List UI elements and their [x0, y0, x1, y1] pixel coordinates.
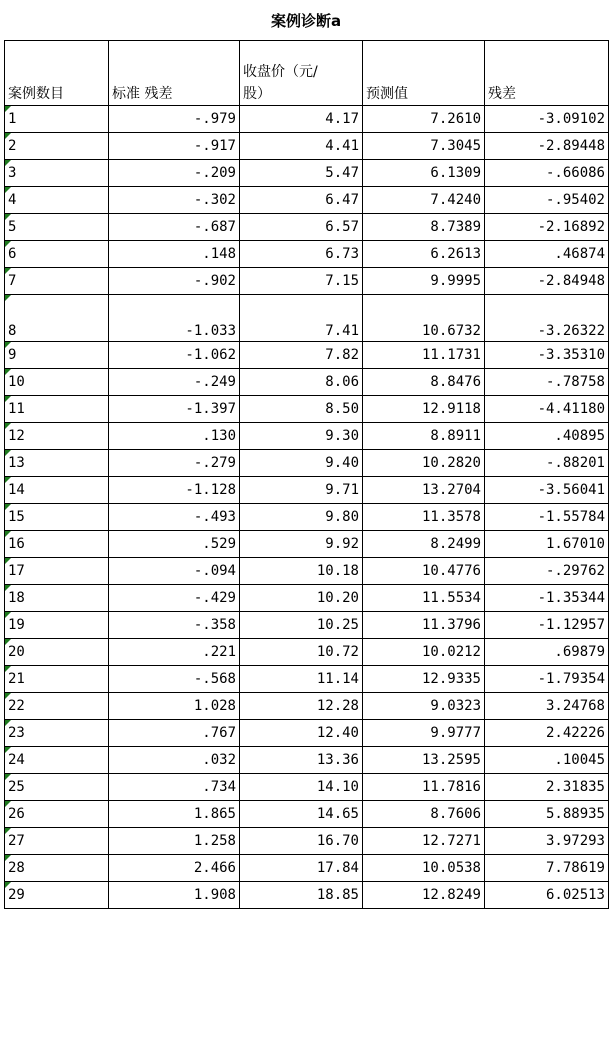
case-number: 13 — [8, 455, 25, 471]
residual-cell: -3.35310 — [485, 342, 609, 369]
case-cell — [5, 160, 109, 187]
table-row — [5, 531, 609, 558]
predicted-cell: 6.2613 — [363, 241, 485, 268]
case-cell — [5, 558, 109, 585]
table-row — [5, 187, 609, 214]
std-residual-cell: -.429 — [109, 585, 240, 612]
case-cell — [5, 214, 109, 241]
case-cell — [5, 477, 109, 504]
case-diagnostics-table — [4, 40, 609, 909]
close-price-cell: 10.72 — [240, 639, 363, 666]
case-number: 7 — [8, 273, 17, 289]
case-cell — [5, 612, 109, 639]
case-number: 2 — [8, 138, 17, 154]
std-residual-cell: -1.062 — [109, 342, 240, 369]
close-price-cell: 7.82 — [240, 342, 363, 369]
predicted-cell: 6.1309 — [363, 160, 485, 187]
close-price-cell: 9.30 — [240, 423, 363, 450]
table-row — [5, 396, 609, 423]
case-number: 25 — [8, 779, 25, 795]
residual-cell: -3.09102 — [485, 106, 609, 133]
case-cell — [5, 133, 109, 160]
table-row — [5, 639, 609, 666]
predicted-cell: 10.0538 — [363, 855, 485, 882]
std-residual-cell: 1.028 — [109, 693, 240, 720]
std-residual-cell: .032 — [109, 747, 240, 774]
case-cell — [5, 423, 109, 450]
table-row — [5, 855, 609, 882]
table-row — [5, 774, 609, 801]
row-marker-icon — [5, 720, 11, 726]
close-price-cell: 10.25 — [240, 612, 363, 639]
residual-cell: .10045 — [485, 747, 609, 774]
case-cell — [5, 882, 109, 909]
row-marker-icon — [5, 882, 11, 888]
table-row — [5, 369, 609, 396]
close-price-cell: 7.15 — [240, 268, 363, 295]
table-row — [5, 801, 609, 828]
std-residual-cell: -.902 — [109, 268, 240, 295]
predicted-cell: 7.3045 — [363, 133, 485, 160]
predicted-cell: 8.8911 — [363, 423, 485, 450]
row-marker-icon — [5, 774, 11, 780]
row-marker-icon — [5, 558, 11, 564]
row-marker-icon — [5, 187, 11, 193]
table-row — [5, 585, 609, 612]
close-price-cell: 9.40 — [240, 450, 363, 477]
case-cell — [5, 187, 109, 214]
table-row — [5, 268, 609, 295]
predicted-cell: 8.2499 — [363, 531, 485, 558]
residual-cell: -.78758 — [485, 369, 609, 396]
case-cell — [5, 369, 109, 396]
table-row — [5, 106, 609, 133]
predicted-cell: 10.4776 — [363, 558, 485, 585]
header-predicted: 预测值 — [363, 41, 485, 106]
row-marker-icon — [5, 268, 11, 274]
case-number: 9 — [8, 347, 17, 363]
predicted-cell: 7.2610 — [363, 106, 485, 133]
case-cell — [5, 396, 109, 423]
row-marker-icon — [5, 369, 11, 375]
close-price-cell: 4.17 — [240, 106, 363, 133]
header-row — [5, 41, 609, 106]
residual-cell: -1.55784 — [485, 504, 609, 531]
case-cell — [5, 531, 109, 558]
case-number: 12 — [8, 428, 25, 444]
predicted-cell: 8.7389 — [363, 214, 485, 241]
predicted-cell: 13.2704 — [363, 477, 485, 504]
table-row — [5, 477, 609, 504]
case-number: 1 — [8, 111, 17, 127]
row-marker-icon — [5, 160, 11, 166]
table-row — [5, 747, 609, 774]
predicted-cell: 7.4240 — [363, 187, 485, 214]
header-std-residual: 标准 残差 — [109, 41, 240, 106]
residual-cell: 7.78619 — [485, 855, 609, 882]
case-cell — [5, 295, 109, 342]
predicted-cell: 10.0212 — [363, 639, 485, 666]
predicted-cell: 11.1731 — [363, 342, 485, 369]
case-number: 17 — [8, 563, 25, 579]
close-price-cell: 12.40 — [240, 720, 363, 747]
row-marker-icon — [5, 423, 11, 429]
close-price-cell: 6.73 — [240, 241, 363, 268]
close-price-cell: 13.36 — [240, 747, 363, 774]
row-marker-icon — [5, 295, 11, 301]
residual-cell: -.88201 — [485, 450, 609, 477]
std-residual-cell: 2.466 — [109, 855, 240, 882]
row-marker-icon — [5, 106, 11, 112]
table-row — [5, 720, 609, 747]
case-cell — [5, 747, 109, 774]
table-row — [5, 342, 609, 369]
case-number: 6 — [8, 246, 17, 262]
residual-cell: 6.02513 — [485, 882, 609, 909]
std-residual-cell: -.302 — [109, 187, 240, 214]
case-cell — [5, 342, 109, 369]
case-cell — [5, 855, 109, 882]
row-marker-icon — [5, 504, 11, 510]
std-residual-cell: -.917 — [109, 133, 240, 160]
table-row — [5, 160, 609, 187]
case-number: 10 — [8, 374, 25, 390]
residual-cell: -4.41180 — [485, 396, 609, 423]
close-price-cell: 17.84 — [240, 855, 363, 882]
table-row — [5, 612, 609, 639]
predicted-cell: 10.6732 — [363, 295, 485, 342]
case-cell — [5, 828, 109, 855]
header-case: 案例数目 — [5, 41, 109, 106]
residual-cell: 2.31835 — [485, 774, 609, 801]
case-cell — [5, 666, 109, 693]
std-residual-cell: -.209 — [109, 160, 240, 187]
table-row — [5, 504, 609, 531]
table-row — [5, 295, 609, 342]
predicted-cell: 10.2820 — [363, 450, 485, 477]
case-cell — [5, 585, 109, 612]
case-number: 19 — [8, 617, 25, 633]
residual-cell: 1.67010 — [485, 531, 609, 558]
case-cell — [5, 639, 109, 666]
close-price-cell: 9.80 — [240, 504, 363, 531]
residual-cell: -1.35344 — [485, 585, 609, 612]
case-number: 8 — [8, 323, 17, 339]
std-residual-cell: -.979 — [109, 106, 240, 133]
close-price-cell: 10.18 — [240, 558, 363, 585]
case-number: 24 — [8, 752, 25, 768]
residual-cell: .40895 — [485, 423, 609, 450]
std-residual-cell: -.279 — [109, 450, 240, 477]
predicted-cell: 9.9995 — [363, 268, 485, 295]
row-marker-icon — [5, 828, 11, 834]
std-residual-cell: -.358 — [109, 612, 240, 639]
row-marker-icon — [5, 693, 11, 699]
std-residual-cell: .734 — [109, 774, 240, 801]
case-cell — [5, 268, 109, 295]
table-row — [5, 423, 609, 450]
case-number: 27 — [8, 833, 25, 849]
table-row — [5, 693, 609, 720]
case-number: 15 — [8, 509, 25, 525]
predicted-cell: 8.7606 — [363, 801, 485, 828]
row-marker-icon — [5, 531, 11, 537]
close-price-cell: 18.85 — [240, 882, 363, 909]
residual-cell: -.66086 — [485, 160, 609, 187]
table-row — [5, 882, 609, 909]
row-marker-icon — [5, 450, 11, 456]
case-cell — [5, 774, 109, 801]
table-row — [5, 558, 609, 585]
case-cell — [5, 504, 109, 531]
std-residual-cell: .221 — [109, 639, 240, 666]
predicted-cell: 12.9118 — [363, 396, 485, 423]
residual-cell: .46874 — [485, 241, 609, 268]
row-marker-icon — [5, 612, 11, 618]
residual-cell: 2.42226 — [485, 720, 609, 747]
residual-cell: -3.56041 — [485, 477, 609, 504]
table-row — [5, 450, 609, 477]
std-residual-cell: -1.033 — [109, 295, 240, 342]
row-marker-icon — [5, 396, 11, 402]
residual-cell: -.29762 — [485, 558, 609, 585]
std-residual-cell: .529 — [109, 531, 240, 558]
close-price-cell: 10.20 — [240, 585, 363, 612]
case-number: 5 — [8, 219, 17, 235]
header-close-price — [240, 41, 363, 106]
table-row — [5, 214, 609, 241]
case-cell — [5, 241, 109, 268]
std-residual-cell: -1.128 — [109, 477, 240, 504]
close-price-cell: 6.57 — [240, 214, 363, 241]
case-cell — [5, 450, 109, 477]
close-price-cell: 14.10 — [240, 774, 363, 801]
residual-cell: 5.88935 — [485, 801, 609, 828]
predicted-cell: 12.9335 — [363, 666, 485, 693]
case-number: 3 — [8, 165, 17, 181]
std-residual-cell: 1.865 — [109, 801, 240, 828]
close-price-cell: 6.47 — [240, 187, 363, 214]
std-residual-cell: -.687 — [109, 214, 240, 241]
case-number: 16 — [8, 536, 25, 552]
std-residual-cell: -.249 — [109, 369, 240, 396]
case-number: 14 — [8, 482, 25, 498]
table-row — [5, 666, 609, 693]
residual-cell: -2.89448 — [485, 133, 609, 160]
close-price-cell: 5.47 — [240, 160, 363, 187]
row-marker-icon — [5, 214, 11, 220]
case-number: 11 — [8, 401, 25, 417]
header-residual: 残差 — [485, 41, 609, 106]
std-residual-cell: .130 — [109, 423, 240, 450]
close-price-cell: 14.65 — [240, 801, 363, 828]
table-row — [5, 133, 609, 160]
case-number: 20 — [8, 644, 25, 660]
case-number: 21 — [8, 671, 25, 687]
predicted-cell: 11.3796 — [363, 612, 485, 639]
case-cell — [5, 106, 109, 133]
table-row — [5, 828, 609, 855]
predicted-cell: 9.9777 — [363, 720, 485, 747]
predicted-cell: 9.0323 — [363, 693, 485, 720]
close-price-cell: 9.92 — [240, 531, 363, 558]
case-number: 22 — [8, 698, 25, 714]
std-residual-cell: -.493 — [109, 504, 240, 531]
case-cell — [5, 720, 109, 747]
std-residual-cell: 1.258 — [109, 828, 240, 855]
close-price-cell: 12.28 — [240, 693, 363, 720]
case-number: 29 — [8, 887, 25, 903]
row-marker-icon — [5, 855, 11, 861]
close-price-cell: 8.06 — [240, 369, 363, 396]
row-marker-icon — [5, 747, 11, 753]
row-marker-icon — [5, 241, 11, 247]
predicted-cell: 12.7271 — [363, 828, 485, 855]
case-number: 23 — [8, 725, 25, 741]
close-price-cell: 9.71 — [240, 477, 363, 504]
residual-cell: -3.26322 — [485, 295, 609, 342]
row-marker-icon — [5, 801, 11, 807]
residual-cell: -1.79354 — [485, 666, 609, 693]
residual-cell: 3.97293 — [485, 828, 609, 855]
case-number: 28 — [8, 860, 25, 876]
close-price-cell: 8.50 — [240, 396, 363, 423]
close-price-cell: 11.14 — [240, 666, 363, 693]
case-cell — [5, 801, 109, 828]
header-close-price-line1: 收盘价（元/ — [243, 64, 318, 80]
predicted-cell: 8.8476 — [363, 369, 485, 396]
std-residual-cell: -1.397 — [109, 396, 240, 423]
residual-cell: 3.24768 — [485, 693, 609, 720]
close-price-cell: 4.41 — [240, 133, 363, 160]
row-marker-icon — [5, 639, 11, 645]
close-price-cell: 7.41 — [240, 295, 363, 342]
residual-cell: -.95402 — [485, 187, 609, 214]
residual-cell: -1.12957 — [485, 612, 609, 639]
residual-cell: -2.84948 — [485, 268, 609, 295]
std-residual-cell: .148 — [109, 241, 240, 268]
case-number: 26 — [8, 806, 25, 822]
row-marker-icon — [5, 477, 11, 483]
predicted-cell: 11.3578 — [363, 504, 485, 531]
std-residual-cell: -.094 — [109, 558, 240, 585]
residual-cell: -2.16892 — [485, 214, 609, 241]
predicted-cell: 11.7816 — [363, 774, 485, 801]
row-marker-icon — [5, 133, 11, 139]
std-residual-cell: 1.908 — [109, 882, 240, 909]
row-marker-icon — [5, 585, 11, 591]
header-close-price-line2: 股） — [243, 86, 271, 102]
table-row — [5, 241, 609, 268]
row-marker-icon — [5, 342, 11, 348]
close-price-cell: 16.70 — [240, 828, 363, 855]
residual-cell: .69879 — [485, 639, 609, 666]
predicted-cell: 11.5534 — [363, 585, 485, 612]
case-number: 4 — [8, 192, 17, 208]
case-number: 18 — [8, 590, 25, 606]
case-cell — [5, 693, 109, 720]
predicted-cell: 12.8249 — [363, 882, 485, 909]
table-title: 案例诊断a — [270, 12, 342, 30]
row-marker-icon — [5, 666, 11, 672]
std-residual-cell: .767 — [109, 720, 240, 747]
predicted-cell: 13.2595 — [363, 747, 485, 774]
std-residual-cell: -.568 — [109, 666, 240, 693]
